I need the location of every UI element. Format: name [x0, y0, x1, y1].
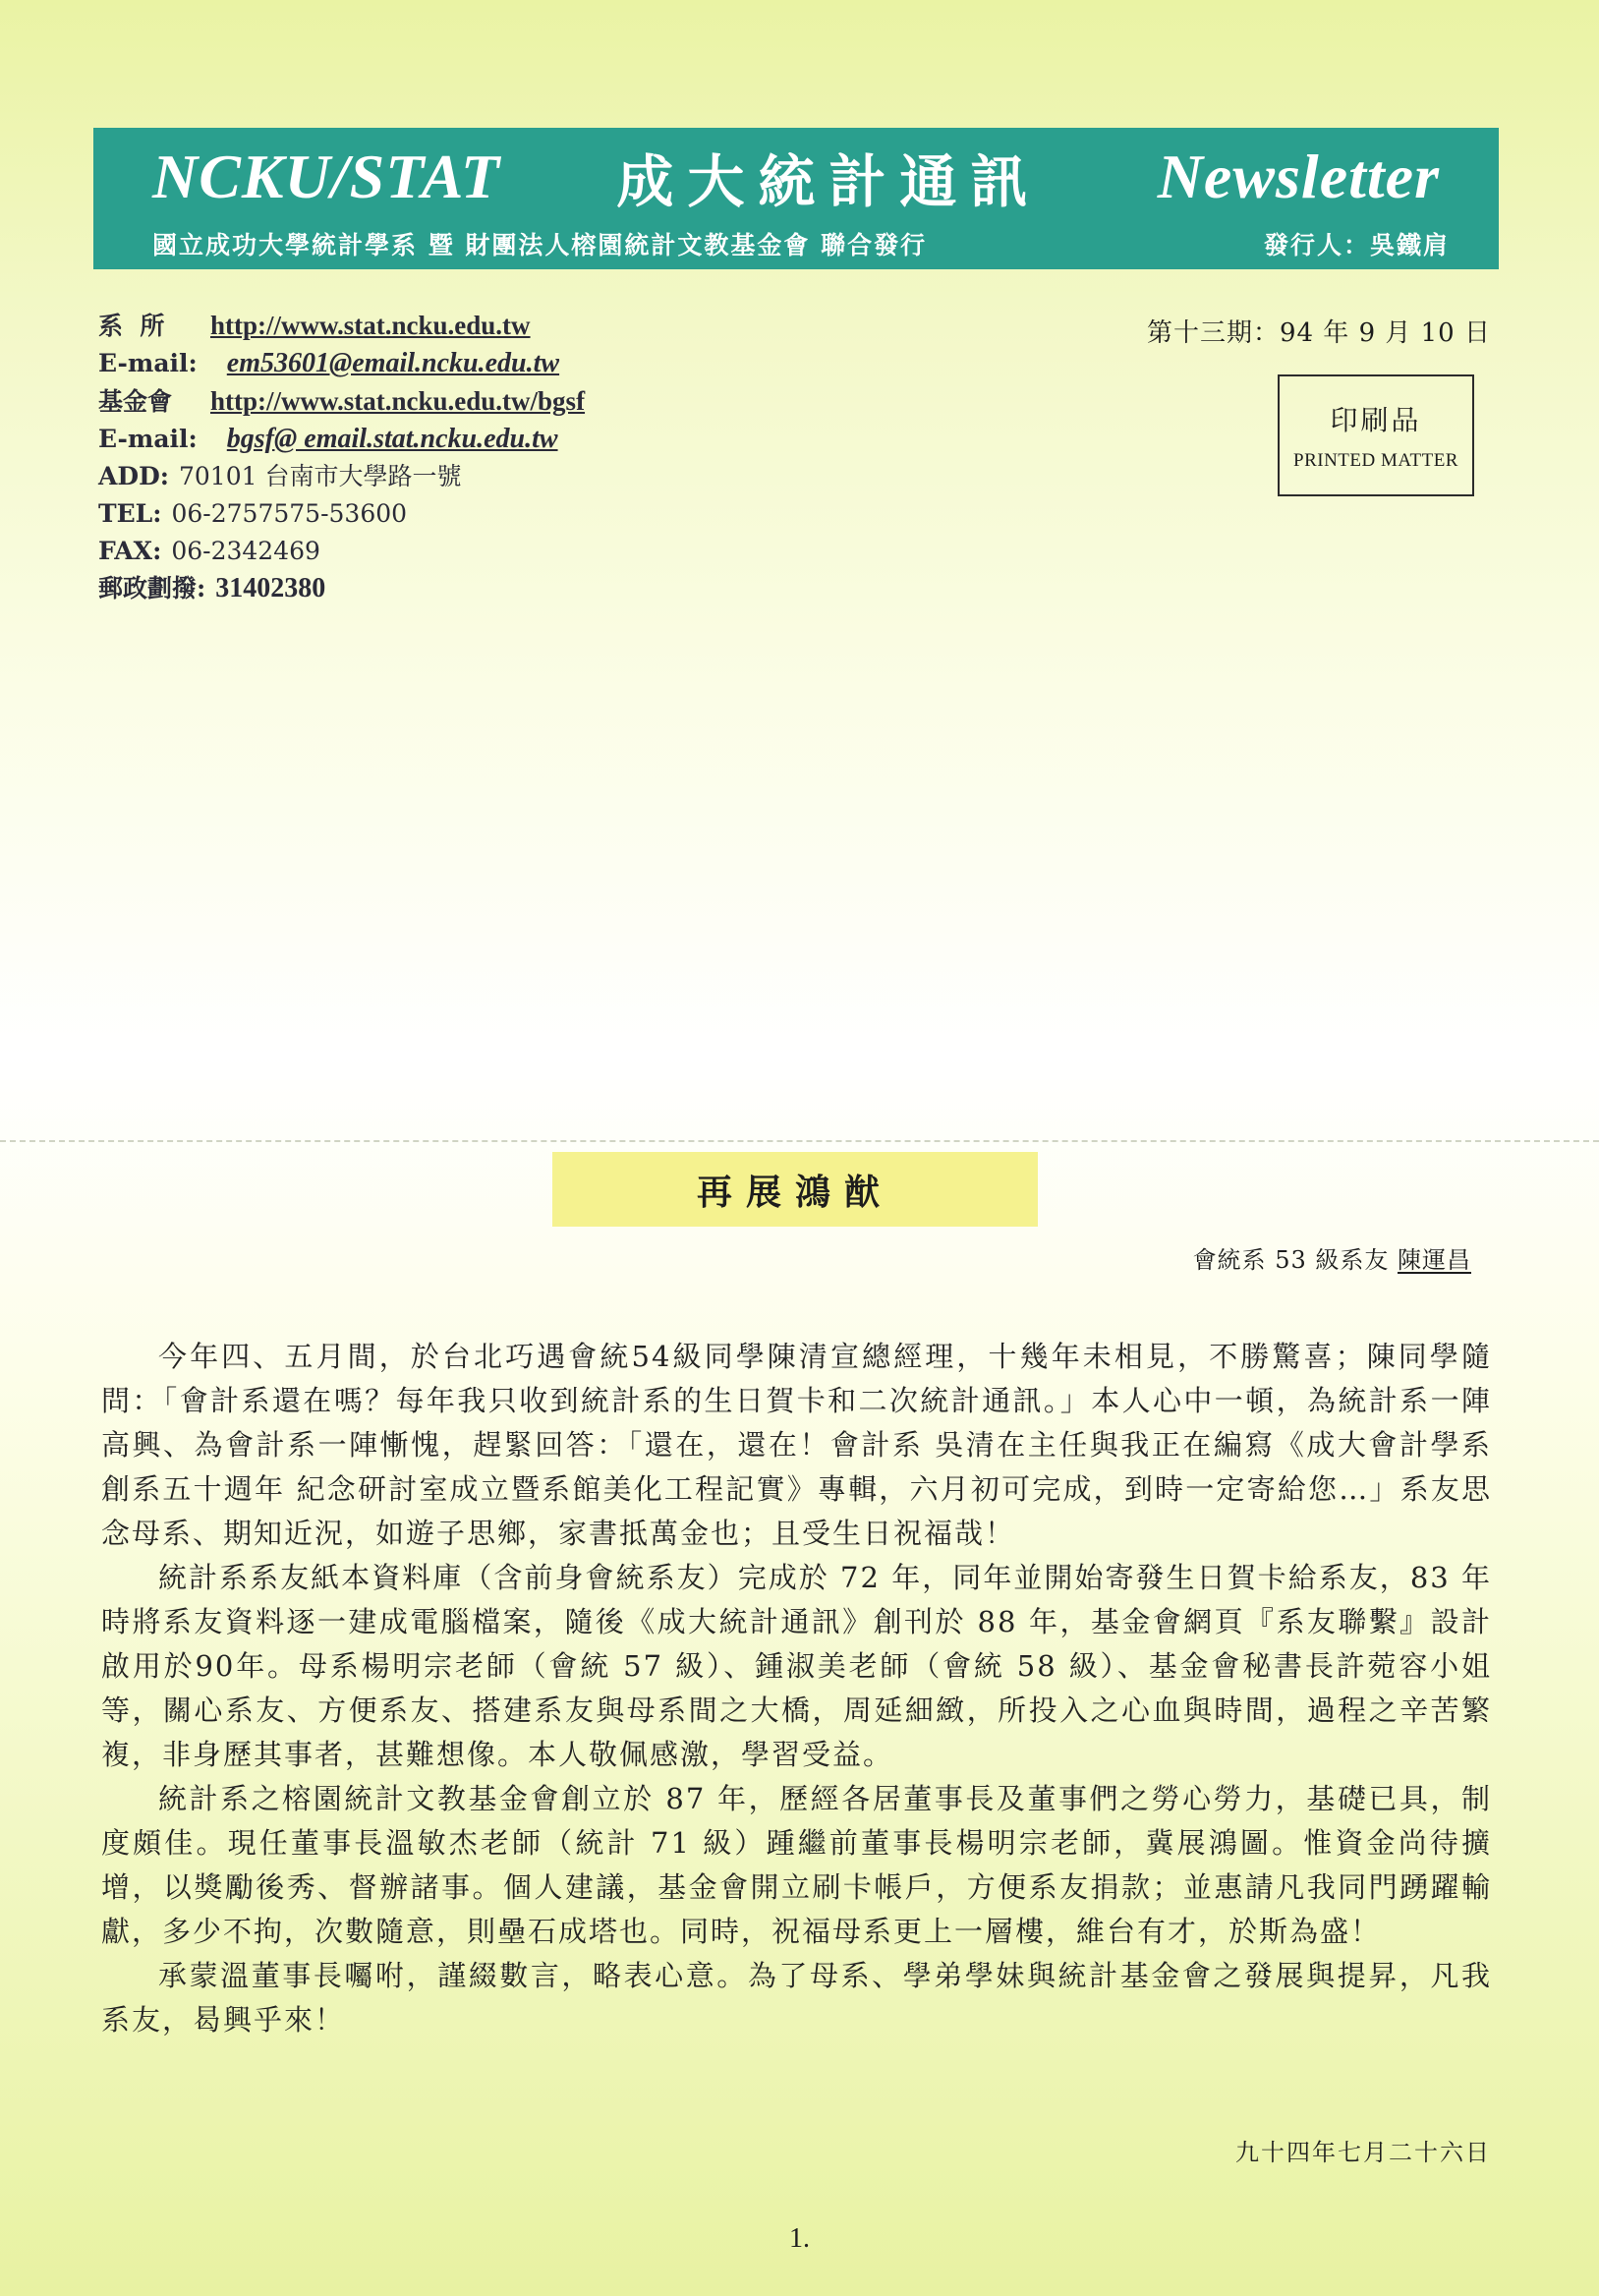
dept-label: 系 所 — [98, 312, 165, 340]
fund-url-link[interactable]: http://www.stat.ncku.edu.tw/bgsf — [210, 386, 586, 416]
contact-row-address — [98, 458, 786, 495]
author-prefix: 會統系 53 級系友 — [1192, 1246, 1390, 1274]
fax-value: 06-2342469 — [171, 537, 320, 565]
article-title: 再展鴻猷 — [552, 1152, 1038, 1227]
banner-title-row — [93, 132, 1499, 222]
banner-issuer: 發行人：吳鐵肩 — [1263, 231, 1450, 259]
postal-label: 郵政劃撥: — [98, 574, 206, 603]
article-paragraph-2: 統計系系友紙本資料庫（含前身會統系友）完成於 72 年，同年並開始寄發生日賀卡給系友，83 年時將系友資料逐一建成電腦檔案，隨後《成大統計通訊》創刊於 88 年，基金會網頁『系友聯繫』設計啟用於90年。母系楊明宗老師（會統 57 級）、鍾淑美老師（會統 58 級）、基金會秘書長許菀容小姐等，關心系友、方便系友、搭建系友與母系間之大橋，周延細緻，所投入之心血與時間，過程之辛苦繁複，非身歷其事者，甚難想像。本人敬佩感激，學習受益。 — [101, 1561, 1492, 1771]
banner-title-en-right: Newsletter — [1157, 142, 1440, 211]
stamp-en: PRINTED MATTER — [1293, 450, 1458, 471]
article-paragraph-4: 承蒙溫董事長囑咐，謹綴數言，略表心意。為了母系、學弟學妹與統計基金會之發展與提昇，凡我系友，曷興乎來！ — [101, 1959, 1492, 2037]
issue-info: 第十三期：94 年 9 月 10 日 — [1146, 318, 1491, 348]
author-name: 陳運昌 — [1398, 1246, 1471, 1274]
tel-value: 06-2757575-53600 — [171, 499, 408, 528]
address-label: ADD: — [98, 462, 169, 490]
postal-value: 31402380 — [215, 573, 326, 603]
contact-row-tel — [98, 495, 786, 533]
fund-email-link[interactable]: bgsf@ email.stat.ncku.edu.tw — [226, 424, 558, 454]
fax-label: FAX: — [98, 537, 162, 565]
contact-row-dept-url — [98, 307, 786, 345]
article-date: 九十四年七月二十六日 — [1235, 2139, 1491, 2166]
dept-email-link[interactable]: em53601@email.ncku.edu.tw — [226, 348, 560, 378]
banner-title-en-left: NCKU/STAT — [152, 142, 500, 211]
article-paragraph-1: 今年四、五月間，於台北巧遇會統54級同學陳清宣總經理，十幾年未相見，不勝驚喜；陳同學隨問：「會計系還在嗎？每年我只收到統計系的生日賀卡和二次統計通訊。」本人心中一頓，為統計系一陣高興、為會計系一陣慚愧，趕緊回答：「還在，還在！會計系 吳清在主任與我正在編寫《成大會計學系創系五十週年 紀念研討室成立暨系館美化工程記實》專輯，六月初可完成，到時一定寄給您…」系友思念母系、期知近況，如遊子思鄉，家書抵萬金也；且受生日祝福哉！ — [101, 1340, 1492, 1550]
contact-row-postal — [98, 570, 786, 607]
contact-row-dept-email — [98, 345, 786, 382]
stamp-zh: 印刷品 — [1330, 404, 1422, 436]
newsletter-banner — [93, 128, 1499, 269]
printed-matter-stamp — [1278, 374, 1474, 496]
article-paragraph-3: 統計系之榕園統計文教基金會創立於 87 年，歷經各居董事長及董事們之勞心勞力，基礎已具，制度頗佳。現任董事長溫敏杰老師（統計 71 級）踵繼前董事長楊明宗老師，冀展鴻圖。惟資金尚待擴增，以獎勵後秀、督辦諸事。個人建議，基金會開立刷卡帳戶，方便系友捐款；並惠請凡我同門踴躍輸獻，多少不拘，次數隨意，則壘石成塔也。同時，祝福母系更上一層樓，維台有才，於斯為盛！ — [101, 1782, 1492, 1948]
contact-row-fund-email — [98, 421, 786, 458]
tel-label: TEL: — [98, 499, 162, 528]
banner-subtitle-row — [93, 222, 1499, 265]
contact-row-fund-url — [98, 382, 786, 421]
page-number: 1. — [789, 2223, 810, 2254]
dept-url-link[interactable]: http://www.stat.ncku.edu.tw — [210, 311, 531, 340]
fund-label: 基金會 — [98, 387, 173, 416]
banner-publishers: 國立成功大學統計學系 暨 財團法人榕園統計文教基金會 聯合發行 — [152, 231, 928, 259]
article-author — [1193, 1240, 1471, 1275]
contact-row-fax — [98, 533, 786, 570]
fund-email-label: E-mail: — [98, 425, 198, 453]
address-value: 70101 台南市大學路一號 — [179, 462, 462, 490]
dept-email-label: E-mail: — [98, 349, 198, 377]
contact-block — [98, 307, 786, 607]
banner-title-zh: 成大統計通訊 — [616, 148, 1042, 215]
fold-line — [0, 1140, 1599, 1142]
article-body — [101, 1335, 1492, 2042]
